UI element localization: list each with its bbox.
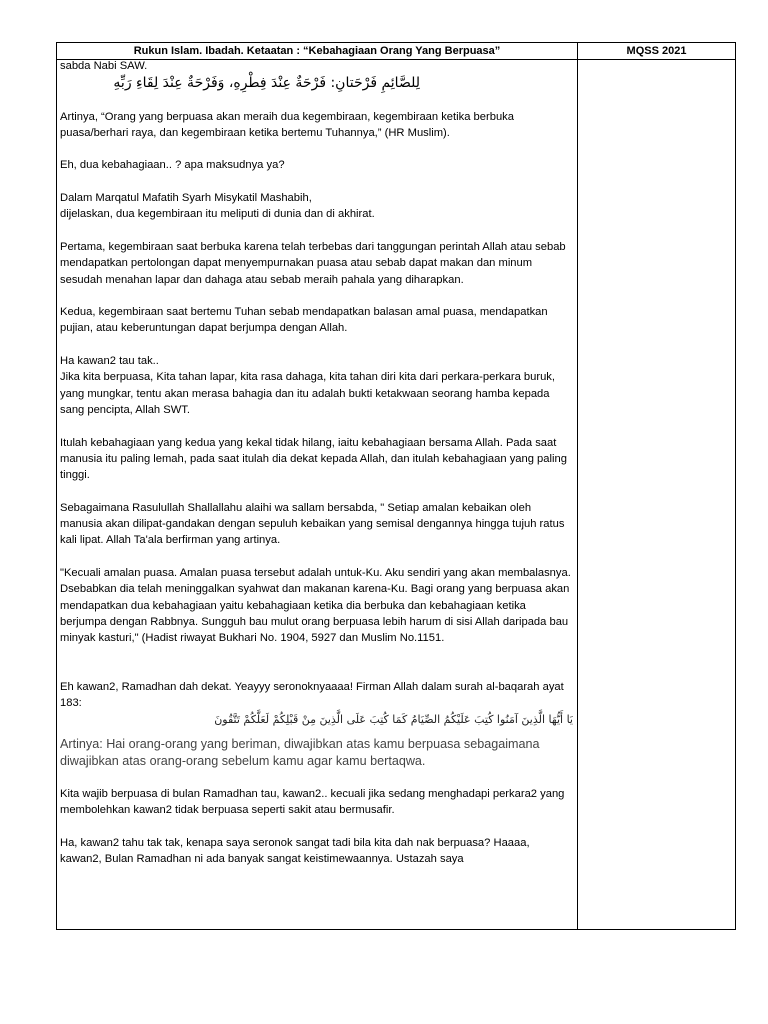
header-code: MQSS 2021 <box>626 45 687 57</box>
paragraph-pertama: Pertama, kegembiraan saat berbuka karena telah terbebas dari tanggungan perintah Allah atau sebab mendapatkan pertolongan dapat menyempurnakan puasa atau sebab dapat makan dan minum sesudah menahan lapar dan dahaga atau sebab meraih pahala yang diharapkan. <box>60 240 566 286</box>
paragraph-sabda: sabda Nabi SAW. <box>60 61 148 72</box>
document-table <box>56 42 736 930</box>
paragraph-artinya-ayah: Artinya: Hai orang-orang yang beriman, diwajibkan atas kamu berpuasa sebagaimana diwajibkan atas orang-orang sebelum kamu agar kamu bertaqwa. <box>60 736 540 768</box>
paragraph-jika-berpuasa: Jika kita berpuasa, Kita tahan lapar, kita rasa dahaga, kita tahan diri kita dari perkara-perkara buruk, yang mungkar, tentu akan merasa bahagia dan itu adalah bukti ketakwaan seorang hamba kepada sang pencipta, Allah SWT. <box>60 371 556 416</box>
paragraph-dijelaskan: dijelaskan, dua kegembiraan itu meliputi di dunia dan di akhirat. <box>60 208 375 221</box>
paragraph-question: Eh, dua kebahagiaan.. ? apa maksudnya ya? <box>60 159 285 172</box>
paragraph-kedua: Kedua, kegembiraan saat bertemu Tuhan sebab mendapatkan balasan amal puasa, mendapatkan pujian, atau keberuntungan dapat berjumpa dengan Allah. <box>60 306 548 335</box>
column-divider <box>577 43 578 929</box>
paragraph-ha-kawan: Ha kawan2 tau tak.. <box>60 355 159 368</box>
paragraph-artinya-hadith: Artinya, “Orang yang berpuasa akan meraih dua kegembiraan, kegembiraan ketika berbuka puasa/berhari raya, dan kegembiraan ketika bertemu Tuhannya,” (HR Muslim). <box>60 110 514 139</box>
paragraph-itulah: Itulah kebahagiaan yang kedua yang kekal tidak hilang, iaitu kebahagiaan bersama Allah. Pada saat manusia itu paling lemah, pada saat itulah dia dekat kepada Allah, dan itulah kebahagiaan yang paling tinggi. <box>60 436 567 482</box>
header-title: Rukun Islam. Ibadah. Ketaatan : “Kebahagiaan Orang Yang Berpuasa” <box>133 45 501 57</box>
header-row <box>57 43 735 60</box>
paragraph-ramadhan: Eh kawan2, Ramadhan dah dekat. Yeayyy seronoknyaaaa! Firman Allah dalam surah al-baqarah ayat 183: <box>60 680 564 710</box>
arabic-ayah: يَا أَيُّهَا الَّذِينَ آمَنُوا كُتِبَ عَلَيْكُمُ الصِّيَامُ كَمَا كُتِبَ عَلَى الَّذِينَ مِنْ قَبْلِكُمْ لَعَلَّكُمْ تَتَّقُونَ <box>214 712 573 726</box>
paragraph-ha-kawan-tahu: Ha, kawan2 tahu tak tak, kenapa saya seronok sangat tadi bila kita dah nak berpuasa? Haaaa, kawan2, Bulan Ramadhan ni ada banyak sangat keistimewaannya. Ustazah saya <box>60 836 530 866</box>
paragraph-kecuali: "Kecuali amalan puasa. Amalan puasa tersebut adalah untuk-Ku. Aku sendiri yang akan membalasnya. Dsebabkan dia telah meninggalkan syahwat dan makanan karena-Ku. Bagi orang yang berpuasa akan mendapatkan dua kebahagiaan yaitu kebahagiaan ketika dia berbuka dan kebahagiaan ketika berjumpa dengan Rabbnya. Sungguh bau mulut orang berpuasa lebih harum di sisi Allah daripada bau minyak kasturi," (Hadist riwayat Bukhari No. 1904, 5927 dan Muslim No.1151. <box>60 566 571 645</box>
content-cell <box>60 61 573 927</box>
paragraph-marqatul: Dalam Marqatul Mafatih Syarh Misykatil Mashabih, <box>60 192 312 205</box>
paragraph-sebagaimana: Sebagaimana Rasulullah Shallallahu alaihi wa sallam bersabda, " Setiap amalan kebaikan oleh manusia akan dilipat-gandakan dengan sepuluh kebaikan yang semisal dengannya hingga tujuh ratus kali lipat. Allah Ta'ala berfirman yang artinya. <box>60 501 565 547</box>
paragraph-kita-wajib: Kita wajib berpuasa di bulan Ramadhan tau, kawan2.. kecuali jika sedang menghadapi perkara2 yang membolehkan kawan2 tidak berpuasa seperti sakit atau bermusafir. <box>60 787 565 817</box>
arabic-hadith: لِلصَّائِمِ فَرْحَتانِ: فَرْحَةٌ عِنْدَ فِطْرِهِ، وَفَرْحَةٌ عِنْدَ لِقَاءِ رَبِّهِ <box>113 75 420 92</box>
